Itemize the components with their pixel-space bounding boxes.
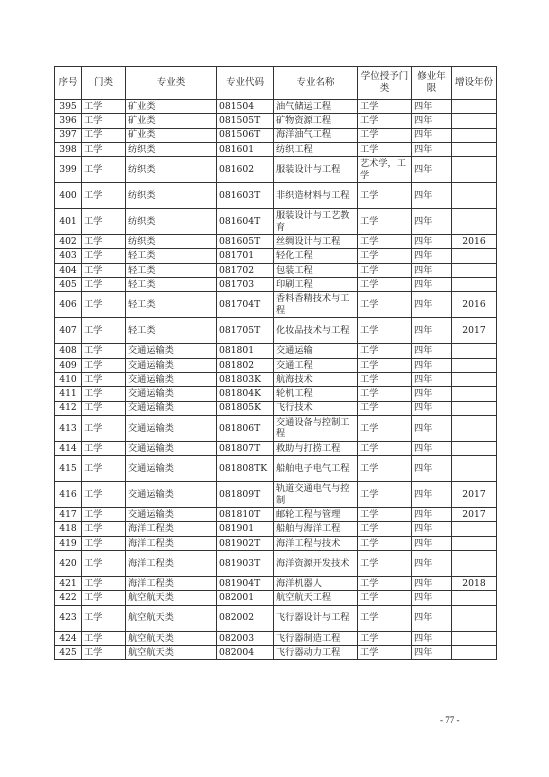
cell-major-code: 081703 xyxy=(217,278,274,292)
cell-major-class: 交通运输类 xyxy=(126,387,217,401)
cell-serial: 408 xyxy=(55,344,82,358)
cell-major-name: 化妆品技术与工程 xyxy=(274,318,358,344)
cell-category: 工学 xyxy=(82,318,126,344)
cell-duration: 四年 xyxy=(412,536,452,550)
table-row xyxy=(55,292,497,318)
cell-major-code: 081704T xyxy=(217,292,274,318)
cell-degree: 工学 xyxy=(358,292,412,318)
cell-major-code: 081901 xyxy=(217,522,274,536)
header-category: 门类 xyxy=(82,67,126,100)
cell-major-class: 矿业类 xyxy=(126,128,217,142)
cell-degree: 工学 xyxy=(358,318,412,344)
cell-degree: 工学 xyxy=(358,645,412,659)
table-row xyxy=(55,387,497,401)
cell-major-name: 飞行技术 xyxy=(274,401,358,415)
cell-year-added xyxy=(452,415,497,441)
cell-degree: 工学 xyxy=(358,591,412,605)
header-major-code: 专业代码 xyxy=(217,67,274,100)
cell-category: 工学 xyxy=(82,278,126,292)
cell-duration: 四年 xyxy=(412,577,452,591)
cell-serial: 421 xyxy=(55,577,82,591)
cell-degree: 工学 xyxy=(358,441,412,455)
cell-serial: 407 xyxy=(55,318,82,344)
cell-category: 工学 xyxy=(82,344,126,358)
cell-year-added xyxy=(452,551,497,577)
cell-degree: 工学 xyxy=(358,100,412,114)
cell-year-added xyxy=(452,183,497,209)
cell-serial: 409 xyxy=(55,358,82,372)
cell-category: 工学 xyxy=(82,645,126,659)
cell-major-code: 082004 xyxy=(217,645,274,659)
cell-serial: 397 xyxy=(55,128,82,142)
cell-major-name: 飞行器制造工程 xyxy=(274,631,358,645)
cell-category: 工学 xyxy=(82,631,126,645)
cell-major-code: 081902T xyxy=(217,536,274,550)
cell-serial: 399 xyxy=(55,157,82,183)
cell-major-code: 081804K xyxy=(217,387,274,401)
cell-duration: 四年 xyxy=(412,235,452,249)
cell-duration: 四年 xyxy=(412,142,452,156)
cell-major-name: 轮机工程 xyxy=(274,387,358,401)
cell-degree: 工学 xyxy=(358,456,412,482)
cell-major-name: 香料香精技术与工程 xyxy=(274,292,358,318)
cell-duration: 四年 xyxy=(412,183,452,209)
cell-year-added xyxy=(452,249,497,263)
cell-major-class: 纺织类 xyxy=(126,142,217,156)
cell-major-class: 海洋工程类 xyxy=(126,577,217,591)
table-row xyxy=(55,631,497,645)
cell-year-added xyxy=(452,387,497,401)
table-row xyxy=(55,114,497,128)
cell-major-name: 海洋油气工程 xyxy=(274,128,358,142)
cell-serial: 416 xyxy=(55,482,82,508)
cell-degree: 工学 xyxy=(358,605,412,631)
cell-major-name: 飞行器动力工程 xyxy=(274,645,358,659)
cell-major-code: 081802 xyxy=(217,358,274,372)
cell-year-added xyxy=(452,344,497,358)
cell-major-class: 海洋工程类 xyxy=(126,551,217,577)
cell-serial: 398 xyxy=(55,142,82,156)
cell-degree: 工学 xyxy=(358,183,412,209)
cell-year-added xyxy=(452,157,497,183)
table-row xyxy=(55,235,497,249)
cell-major-code: 081705T xyxy=(217,318,274,344)
cell-major-class: 轻工类 xyxy=(126,263,217,277)
cell-serial: 402 xyxy=(55,235,82,249)
cell-serial: 418 xyxy=(55,522,82,536)
cell-degree: 工学 xyxy=(358,263,412,277)
cell-serial: 423 xyxy=(55,605,82,631)
cell-degree: 工学 xyxy=(358,128,412,142)
cell-degree: 工学 xyxy=(358,209,412,235)
cell-degree: 工学 xyxy=(358,142,412,156)
cell-year-added: 2016 xyxy=(452,235,497,249)
cell-major-name: 服装设计与工艺教育 xyxy=(274,209,358,235)
cell-degree: 工学 xyxy=(358,577,412,591)
cell-major-class: 航空航天类 xyxy=(126,645,217,659)
cell-year-added: 2016 xyxy=(452,292,497,318)
cell-year-added xyxy=(452,401,497,415)
cell-major-code: 081803K xyxy=(217,372,274,386)
cell-duration: 四年 xyxy=(412,292,452,318)
cell-serial: 395 xyxy=(55,100,82,114)
cell-major-class: 交通运输类 xyxy=(126,441,217,455)
cell-year-added xyxy=(452,522,497,536)
cell-major-class: 交通运输类 xyxy=(126,344,217,358)
table-row xyxy=(55,441,497,455)
cell-major-name: 轻化工程 xyxy=(274,249,358,263)
cell-major-code: 081805K xyxy=(217,401,274,415)
cell-duration: 四年 xyxy=(412,482,452,508)
cell-year-added xyxy=(452,605,497,631)
cell-major-name: 交通设备与控制工程 xyxy=(274,415,358,441)
cell-major-code: 081810T xyxy=(217,508,274,522)
cell-duration: 四年 xyxy=(412,456,452,482)
cell-serial: 413 xyxy=(55,415,82,441)
cell-category: 工学 xyxy=(82,235,126,249)
cell-year-added xyxy=(452,372,497,386)
cell-duration: 四年 xyxy=(412,441,452,455)
cell-category: 工学 xyxy=(82,183,126,209)
cell-year-added xyxy=(452,441,497,455)
table-row xyxy=(55,183,497,209)
cell-duration: 四年 xyxy=(412,415,452,441)
table-row xyxy=(55,358,497,372)
cell-major-name: 船舶电子电气工程 xyxy=(274,456,358,482)
cell-duration: 四年 xyxy=(412,157,452,183)
cell-major-code: 081505T xyxy=(217,114,274,128)
table-row xyxy=(55,605,497,631)
cell-major-class: 纺织类 xyxy=(126,235,217,249)
cell-major-class: 轻工类 xyxy=(126,318,217,344)
cell-year-added: 2018 xyxy=(452,577,497,591)
cell-major-class: 交通运输类 xyxy=(126,372,217,386)
cell-major-class: 矿业类 xyxy=(126,114,217,128)
cell-duration: 四年 xyxy=(412,401,452,415)
table-row xyxy=(55,249,497,263)
cell-degree: 工学 xyxy=(358,415,412,441)
cell-category: 工学 xyxy=(82,551,126,577)
cell-serial: 396 xyxy=(55,114,82,128)
cell-degree: 工学 xyxy=(358,551,412,577)
cell-major-class: 交通运输类 xyxy=(126,456,217,482)
cell-major-class: 交通运输类 xyxy=(126,358,217,372)
cell-degree: 工学 xyxy=(358,114,412,128)
cell-duration: 四年 xyxy=(412,631,452,645)
header-degree: 学位授予门类 xyxy=(358,67,412,100)
cell-serial: 403 xyxy=(55,249,82,263)
cell-category: 工学 xyxy=(82,128,126,142)
cell-duration: 四年 xyxy=(412,551,452,577)
cell-duration: 四年 xyxy=(412,358,452,372)
cell-major-name: 航空航天工程 xyxy=(274,591,358,605)
header-year-added: 增设年份 xyxy=(452,67,497,100)
cell-major-class: 交通运输类 xyxy=(126,482,217,508)
table-row xyxy=(55,263,497,277)
table-row xyxy=(55,209,497,235)
cell-major-class: 矿业类 xyxy=(126,100,217,114)
cell-major-code: 081604T xyxy=(217,209,274,235)
cell-serial: 415 xyxy=(55,456,82,482)
cell-year-added xyxy=(452,278,497,292)
cell-serial: 412 xyxy=(55,401,82,415)
cell-major-class: 航空航天类 xyxy=(126,631,217,645)
cell-major-code: 081809T xyxy=(217,482,274,508)
cell-major-class: 交通运输类 xyxy=(126,401,217,415)
table-row xyxy=(55,577,497,591)
cell-major-code: 081605T xyxy=(217,235,274,249)
cell-major-name: 飞行器设计与工程 xyxy=(274,605,358,631)
cell-major-class: 轻工类 xyxy=(126,278,217,292)
cell-year-added xyxy=(452,263,497,277)
cell-duration: 四年 xyxy=(412,249,452,263)
cell-year-added: 2017 xyxy=(452,318,497,344)
cell-serial: 422 xyxy=(55,591,82,605)
cell-category: 工学 xyxy=(82,209,126,235)
cell-major-code: 081504 xyxy=(217,100,274,114)
table-row xyxy=(55,536,497,550)
cell-major-class: 交通运输类 xyxy=(126,508,217,522)
cell-year-added xyxy=(452,114,497,128)
cell-year-added xyxy=(452,645,497,659)
cell-major-class: 交通运输类 xyxy=(126,415,217,441)
cell-major-class: 轻工类 xyxy=(126,249,217,263)
cell-major-code: 081506T xyxy=(217,128,274,142)
cell-duration: 四年 xyxy=(412,605,452,631)
cell-year-added xyxy=(452,631,497,645)
cell-major-code: 081701 xyxy=(217,249,274,263)
cell-major-class: 航空航天类 xyxy=(126,591,217,605)
table-row xyxy=(55,522,497,536)
cell-category: 工学 xyxy=(82,100,126,114)
page-number: - 77 - xyxy=(440,715,460,725)
cell-degree: 工学 xyxy=(358,401,412,415)
cell-degree: 工学 xyxy=(358,344,412,358)
cell-year-added xyxy=(452,209,497,235)
table-row xyxy=(55,100,497,114)
table-row xyxy=(55,142,497,156)
cell-major-name: 包装工程 xyxy=(274,263,358,277)
cell-category: 工学 xyxy=(82,358,126,372)
cell-year-added xyxy=(452,100,497,114)
header-major-class: 专业类 xyxy=(126,67,217,100)
cell-major-code: 081806T xyxy=(217,415,274,441)
cell-serial: 405 xyxy=(55,278,82,292)
cell-serial: 400 xyxy=(55,183,82,209)
cell-major-code: 081602 xyxy=(217,157,274,183)
cell-major-code: 081904T xyxy=(217,577,274,591)
header-major-name: 专业名称 xyxy=(274,67,358,100)
cell-category: 工学 xyxy=(82,441,126,455)
cell-duration: 四年 xyxy=(412,522,452,536)
cell-degree: 工学 xyxy=(358,372,412,386)
cell-degree: 工学 xyxy=(358,508,412,522)
table-row xyxy=(55,318,497,344)
cell-serial: 420 xyxy=(55,551,82,577)
cell-major-code: 082002 xyxy=(217,605,274,631)
cell-year-added xyxy=(452,142,497,156)
table-row xyxy=(55,415,497,441)
cell-duration: 四年 xyxy=(412,344,452,358)
cell-serial: 410 xyxy=(55,372,82,386)
cell-degree: 工学 xyxy=(358,536,412,550)
cell-serial: 419 xyxy=(55,536,82,550)
cell-degree: 工学 xyxy=(358,387,412,401)
cell-major-class: 纺织类 xyxy=(126,209,217,235)
cell-year-added xyxy=(452,456,497,482)
table-row xyxy=(55,344,497,358)
cell-serial: 417 xyxy=(55,508,82,522)
cell-major-name: 矿物资源工程 xyxy=(274,114,358,128)
cell-duration: 四年 xyxy=(412,209,452,235)
cell-category: 工学 xyxy=(82,387,126,401)
cell-major-name: 服装设计与工程 xyxy=(274,157,358,183)
table-row xyxy=(55,128,497,142)
cell-year-added xyxy=(452,536,497,550)
cell-major-code: 081801 xyxy=(217,344,274,358)
cell-major-name: 海洋工程与技术 xyxy=(274,536,358,550)
cell-degree: 工学 xyxy=(358,278,412,292)
cell-major-name: 海洋机器人 xyxy=(274,577,358,591)
cell-major-name: 船舶与海洋工程 xyxy=(274,522,358,536)
table-row xyxy=(55,401,497,415)
cell-major-name: 轨道交通电气与控制 xyxy=(274,482,358,508)
cell-duration: 四年 xyxy=(412,278,452,292)
cell-major-code: 082001 xyxy=(217,591,274,605)
cell-serial: 424 xyxy=(55,631,82,645)
cell-major-name: 油气储运工程 xyxy=(274,100,358,114)
table-row xyxy=(55,456,497,482)
cell-category: 工学 xyxy=(82,263,126,277)
cell-category: 工学 xyxy=(82,415,126,441)
cell-category: 工学 xyxy=(82,591,126,605)
cell-category: 工学 xyxy=(82,114,126,128)
cell-degree: 工学 xyxy=(358,358,412,372)
cell-major-code: 082003 xyxy=(217,631,274,645)
table-row xyxy=(55,551,497,577)
cell-major-name: 航海技术 xyxy=(274,372,358,386)
cell-duration: 四年 xyxy=(412,114,452,128)
cell-major-code: 081603T xyxy=(217,183,274,209)
cell-duration: 四年 xyxy=(412,263,452,277)
cell-category: 工学 xyxy=(82,536,126,550)
cell-year-added xyxy=(452,128,497,142)
cell-duration: 四年 xyxy=(412,508,452,522)
cell-duration: 四年 xyxy=(412,645,452,659)
cell-degree: 工学 xyxy=(358,522,412,536)
table-header-row xyxy=(55,67,497,100)
cell-major-class: 海洋工程类 xyxy=(126,522,217,536)
cell-category: 工学 xyxy=(82,508,126,522)
cell-major-code: 081807T xyxy=(217,441,274,455)
cell-category: 工学 xyxy=(82,577,126,591)
cell-duration: 四年 xyxy=(412,100,452,114)
cell-serial: 425 xyxy=(55,645,82,659)
cell-duration: 四年 xyxy=(412,372,452,386)
cell-degree: 艺术学，工学 xyxy=(358,157,412,183)
table-row xyxy=(55,482,497,508)
cell-major-name: 救助与打捞工程 xyxy=(274,441,358,455)
majors-table xyxy=(54,66,497,660)
cell-serial: 411 xyxy=(55,387,82,401)
cell-major-name: 印刷工程 xyxy=(274,278,358,292)
cell-major-code: 081808TK xyxy=(217,456,274,482)
cell-serial: 404 xyxy=(55,263,82,277)
table-row xyxy=(55,591,497,605)
table-row xyxy=(55,278,497,292)
cell-category: 工学 xyxy=(82,249,126,263)
cell-year-added: 2017 xyxy=(452,508,497,522)
cell-category: 工学 xyxy=(82,456,126,482)
cell-duration: 四年 xyxy=(412,318,452,344)
cell-major-class: 纺织类 xyxy=(126,157,217,183)
cell-major-code: 081702 xyxy=(217,263,274,277)
cell-category: 工学 xyxy=(82,401,126,415)
cell-major-class: 海洋工程类 xyxy=(126,536,217,550)
cell-major-code: 081601 xyxy=(217,142,274,156)
table-row xyxy=(55,157,497,183)
cell-major-code: 081903T xyxy=(217,551,274,577)
cell-major-name: 交通运输 xyxy=(274,344,358,358)
cell-category: 工学 xyxy=(82,157,126,183)
table-row xyxy=(55,645,497,659)
cell-major-name: 交通工程 xyxy=(274,358,358,372)
cell-category: 工学 xyxy=(82,482,126,508)
cell-year-added xyxy=(452,358,497,372)
cell-major-name: 邮轮工程与管理 xyxy=(274,508,358,522)
cell-major-class: 航空航天类 xyxy=(126,605,217,631)
cell-duration: 四年 xyxy=(412,387,452,401)
cell-serial: 401 xyxy=(55,209,82,235)
cell-year-added xyxy=(452,591,497,605)
table-row xyxy=(55,372,497,386)
cell-degree: 工学 xyxy=(358,482,412,508)
cell-serial: 406 xyxy=(55,292,82,318)
cell-major-name: 纺织工程 xyxy=(274,142,358,156)
cell-degree: 工学 xyxy=(358,631,412,645)
cell-major-name: 丝绸设计与工程 xyxy=(274,235,358,249)
cell-serial: 414 xyxy=(55,441,82,455)
cell-category: 工学 xyxy=(82,292,126,318)
cell-degree: 工学 xyxy=(358,235,412,249)
cell-category: 工学 xyxy=(82,522,126,536)
cell-major-name: 非织造材料与工程 xyxy=(274,183,358,209)
cell-year-added: 2017 xyxy=(452,482,497,508)
cell-category: 工学 xyxy=(82,605,126,631)
cell-duration: 四年 xyxy=(412,128,452,142)
table-row xyxy=(55,508,497,522)
cell-duration: 四年 xyxy=(412,591,452,605)
cell-category: 工学 xyxy=(82,372,126,386)
cell-major-name: 海洋资源开发技术 xyxy=(274,551,358,577)
header-serial: 序号 xyxy=(55,67,82,100)
cell-major-class: 纺织类 xyxy=(126,183,217,209)
header-duration: 修业年限 xyxy=(412,67,452,100)
cell-degree: 工学 xyxy=(358,249,412,263)
cell-major-class: 轻工类 xyxy=(126,292,217,318)
cell-category: 工学 xyxy=(82,142,126,156)
